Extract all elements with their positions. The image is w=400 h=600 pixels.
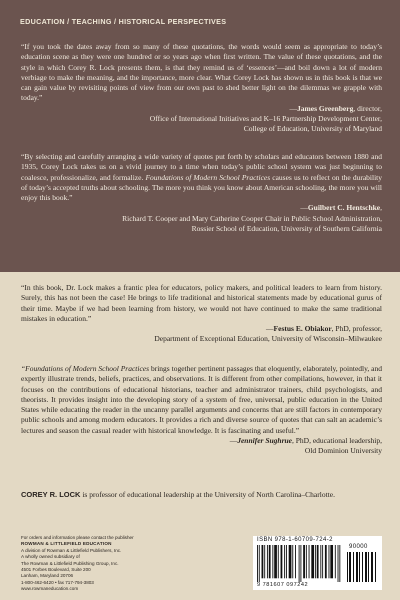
endorsement-quote-1 [21, 42, 382, 134]
author-bio-text: is professor of educational leadership at the University of North Carolina–Charlotte. [80, 490, 335, 499]
endorser-affiliation: Old Dominion University [304, 446, 382, 455]
quote-attribution: —James Greenberg, director, Office of International Initiatives and K–16 Partnership Development Center, College of Education, University of Maryland [149, 103, 382, 133]
orders-line: The Rowman & Littlefield Publishing Group, Inc. [21, 560, 119, 566]
orders-line: 4501 Forbes Boulevard, Suite 200 [21, 567, 91, 573]
endorser-name: James Greenberg [297, 103, 354, 113]
quote-text: causes us to reflect on the durability of today’s accepted truths about schooling. The more you think you know about American schooling, the more you will enjoy this book.” [21, 172, 383, 202]
endorser-name: Guilbert C. Hentschke [307, 203, 381, 213]
publisher-website: www.rowmaneducation.com [21, 586, 79, 592]
author-bio [21, 490, 382, 500]
author-name: COREY R. LOCK [21, 490, 81, 499]
quote-text: “By selecting and carefully arranging a wide variety of quotes put forth by scholars and educators between 1880 and 1935, Corey Lock takes us on a vivid journey to a time when today’s public school system was just beginning to coalesce, professionalize, and formalize. [21, 152, 382, 182]
quote-attribution: —Guilbert C. Hentschke, Richard T. Cooper and Mary Catherine Cooper Chair in Public School Administration, Rossier School of Education, University of Southern California [122, 203, 382, 233]
quote-text: “If you took the dates away from so many of these quotations, the words would seem as appropriate to today’s education scene as they were one hundred or so years ago when first written. The value of these quotations, and the style in which Corey R. Lock presents them, is that they remind us of ‘essences’—and boil down a lot of modern verbiage to make the meaning, and the importance, more clear. What Corey Lock has shown us in this book is that we can gain value by revisiting points of view from our own past to shed better light on the dilemmas we grapple with today.” [21, 42, 382, 103]
endorsement-quote-2 [21, 152, 382, 234]
barcode-bars [257, 545, 343, 582]
price-code: 90000 [349, 544, 368, 550]
endorser-role: , PhD, educational leadership, [292, 435, 382, 445]
quote-attribution: —Festus E. Obiakor, PhD, professor, Department of Exceptional Education, University of Wisconsin–Milwaukee [154, 324, 382, 344]
quote-text: brings together pertinent passages that eloquently, elaborately, pointedly, and expertly illustrate trends, beliefs, practices, and observations. It is different from other compilations, however, in that it focuses on the contributions of educational historians, teacher and administrator trainers, child psychologists, and theorists. It provides insight into the developing story of a system of free, universal, public education in the United States while educating the reader in the uncanny parallel arguments and concerns that are still factors in contemporary public schools and among modern educators. It provides a rich and diverse source of quotes that can salt an academic’s lectures and season the casual reader with historical knowledge. It is fascinating and useful.” [21, 364, 382, 435]
ean-number: 9 781607 097242 [257, 582, 309, 588]
publisher-contact [21, 535, 221, 593]
quote-attribution: —Jennifer Sughrue, PhD, educational leadership, Old Dominion University [229, 435, 382, 455]
orders-line: A division of Rowman & Littlefield Publishers, Inc. [21, 547, 122, 553]
endorser-role: , PhD, professor, [331, 324, 382, 333]
isbn-label: ISBN 978-1-60709-724-2 [257, 537, 333, 543]
book-title: “Foundations of Modern School Practices [21, 364, 150, 373]
isbn-barcode [253, 536, 382, 590]
category-label: EDUCATION / TEACHING / HISTORICAL PERSPECTIVES [20, 17, 227, 26]
endorser-name: Festus E. Obiakor [273, 324, 332, 333]
endorser-affiliation: Rossier School of Education, University of Southern California [191, 223, 382, 233]
endorser-affiliation: Richard T. Cooper and Mary Catherine Cooper Chair in Public School Administration, [122, 213, 382, 223]
endorser-name: Jennifer Sughrue [237, 435, 293, 445]
endorsement-quote-4 [21, 364, 382, 456]
barcode-addon-bars [347, 552, 377, 582]
endorser-affiliation: College of Education, University of Maryland [243, 124, 382, 133]
orders-line: A wholly owned subsidiary of [21, 554, 80, 560]
book-title: Foundations of Modern School Practices [145, 172, 271, 182]
endorser-role: , director, [353, 103, 382, 113]
endorser-affiliation: Department of Exceptional Education, University of Wisconsin–Milwaukee [154, 334, 382, 344]
endorser-affiliation: Office of International Initiatives and K–16 Partnership Development Center, [149, 113, 382, 123]
orders-line: For orders and information please contact the publisher [21, 535, 134, 540]
endorsement-quote-3 [21, 283, 382, 345]
orders-line: Lanham, Maryland 20706 [21, 573, 74, 579]
publisher-name: ROWMAN & LITTLEFIELD EDUCATION [21, 541, 112, 547]
orders-line: 1-800-462-6420 • fax 717-794-3803 [21, 579, 94, 585]
quote-text: “In this book, Dr. Lock makes a frantic plea for educators, policy makers, and political leaders to learn from history. Surely, this has not been the case! He brings to life traditional and historical statements made by educational gurus of their time. Maybe if we had been learning from history, we would not have continued to make the same traditional mistakes in education.” [21, 283, 382, 323]
endorser-role: , [380, 203, 382, 213]
